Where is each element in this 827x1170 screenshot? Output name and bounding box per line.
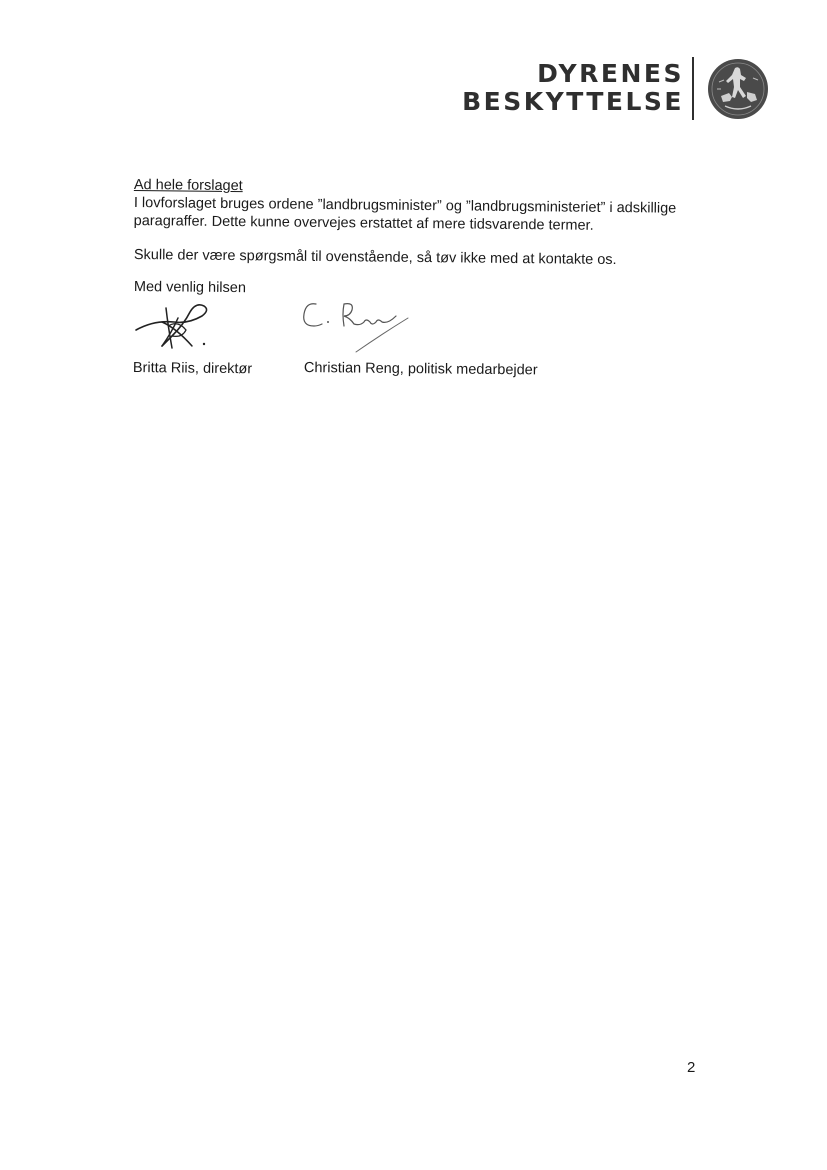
organization-logo-text — [462, 60, 684, 116]
logo-line-1: DYRENES — [537, 59, 684, 88]
signatory-name-1: Britta Riis, direktør — [132, 359, 253, 378]
page-number: 2 — [687, 1059, 696, 1076]
seal-logo-icon — [707, 58, 769, 120]
paragraph-2: Skulle der være spørgsmål til ovenstående, så tøv ikke med at kontakte os. — [133, 246, 617, 269]
closing-greeting: Med venlig hilsen — [133, 278, 247, 297]
signature-christian-reng — [296, 296, 416, 354]
signature-britta-riis — [132, 300, 222, 354]
section-heading: Ad hele forslaget — [133, 176, 243, 195]
paragraph-1: I lovforslaget bruges ordene ”landbrugsminister” og ”landbrugsministeriet” i adskillige paragraffer. Dette kunne overvejes erstattet af mere tidsvarende termer. — [133, 194, 677, 234]
signatory-name-2: Christian Reng, politisk medarbejder — [303, 359, 538, 379]
logo-line-2: BESKYTTELSE — [462, 87, 684, 116]
logo-divider — [692, 57, 694, 120]
